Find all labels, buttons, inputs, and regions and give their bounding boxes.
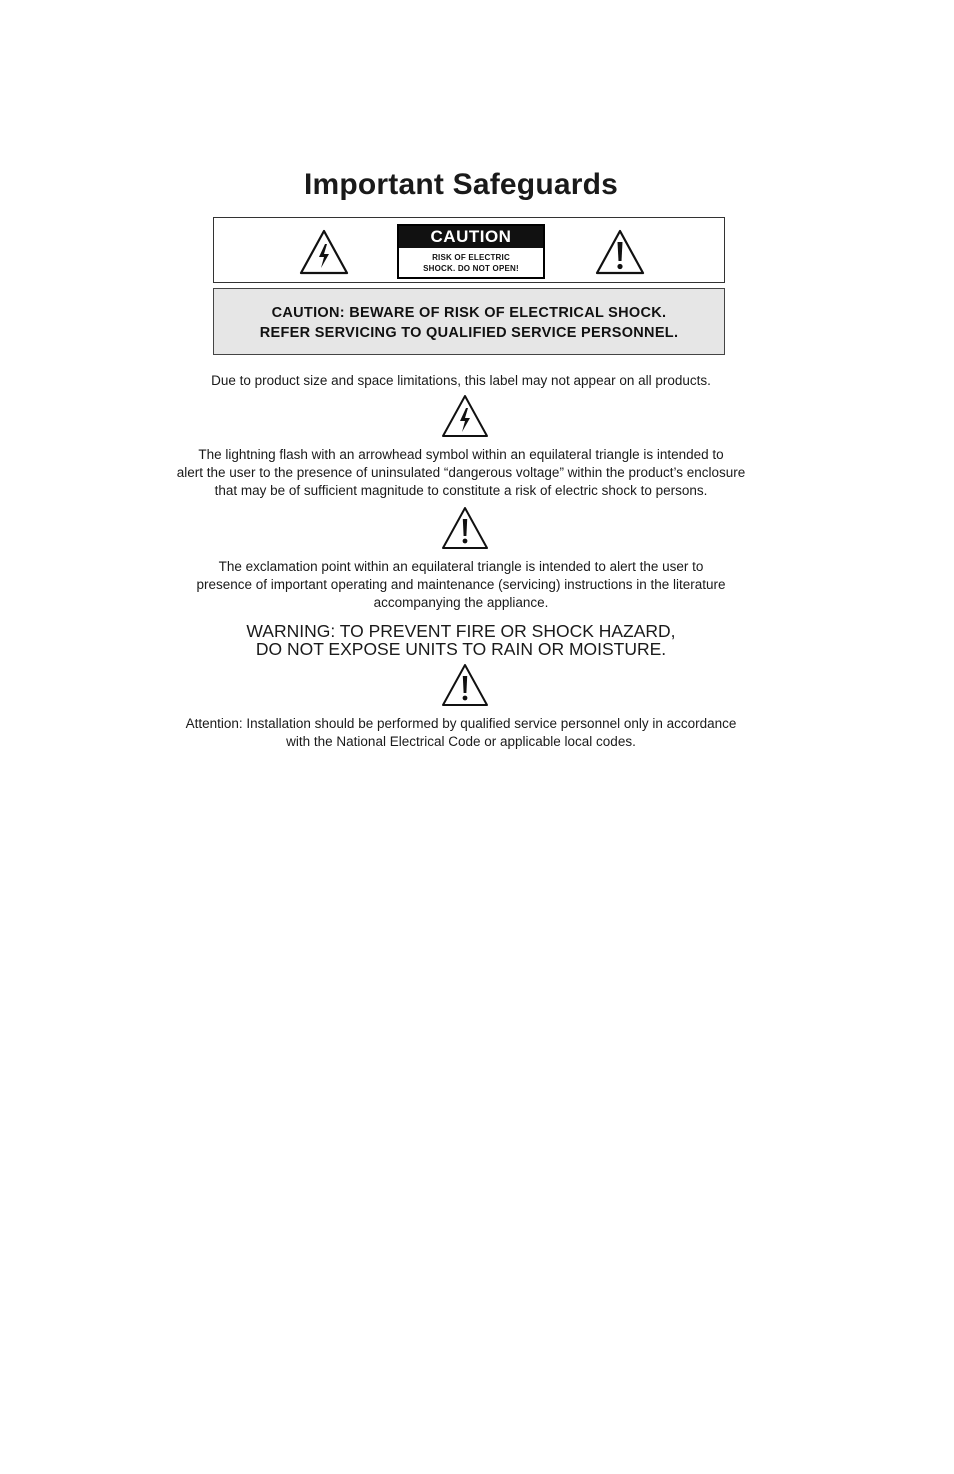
paragraph-line: accompanying the appliance. bbox=[373, 595, 549, 610]
paragraph-line: with the National Electrical Code or applicable local codes. bbox=[286, 734, 636, 749]
caution-heading: CAUTION bbox=[399, 226, 543, 248]
caution-plate bbox=[397, 224, 545, 279]
caution-label bbox=[213, 217, 725, 283]
lightning-triangle-icon bbox=[298, 228, 350, 276]
paragraph-line: that may be of sufficient magnitude to constitute a risk of electric shock to persons. bbox=[214, 483, 708, 498]
paragraph-line: Attention: Installation should be performed by qualified service personnel only in accordance bbox=[185, 716, 737, 731]
exclamation-description bbox=[0, 558, 922, 612]
paragraph-line: The exclamation point within an equilateral triangle is intended to alert the user to bbox=[218, 559, 704, 574]
paragraph-line: presence of important operating and maintenance (servicing) instructions in the literature bbox=[196, 577, 726, 592]
banner-line: REFER SERVICING TO QUALIFIED SERVICE PERSONNEL. bbox=[259, 325, 679, 341]
caution-banner bbox=[213, 288, 725, 355]
attention-notice bbox=[0, 715, 922, 751]
warning-line: WARNING: TO PREVENT FIRE OR SHOCK HAZARD, bbox=[246, 621, 676, 641]
caution-text-line: RISK OF ELECTRIC bbox=[432, 253, 510, 262]
exclamation-triangle-icon bbox=[441, 663, 489, 707]
paragraph-line: The lightning flash with an arrowhead symbol within an equilateral triangle is intended to bbox=[198, 447, 724, 462]
paragraph-line: alert the user to the presence of uninsulated “dangerous voltage” within the product’s enclosure bbox=[176, 465, 746, 480]
warning-line: DO NOT EXPOSE UNITS TO RAIN OR MOISTURE. bbox=[255, 639, 667, 659]
warning-notice bbox=[0, 622, 922, 658]
lightning-triangle-icon bbox=[441, 394, 489, 438]
caution-text-line: SHOCK. DO NOT OPEN! bbox=[423, 264, 519, 273]
label-note bbox=[0, 372, 922, 390]
note-text: Due to product size and space limitations, this label may not appear on all products. bbox=[211, 373, 711, 388]
page-title: Important Safeguards bbox=[303, 168, 619, 201]
exclamation-triangle-icon bbox=[594, 228, 646, 276]
lightning-description bbox=[0, 446, 922, 500]
banner-line: CAUTION: BEWARE OF RISK OF ELECTRICAL SHOCK. bbox=[271, 305, 667, 321]
exclamation-triangle-icon bbox=[441, 506, 489, 550]
